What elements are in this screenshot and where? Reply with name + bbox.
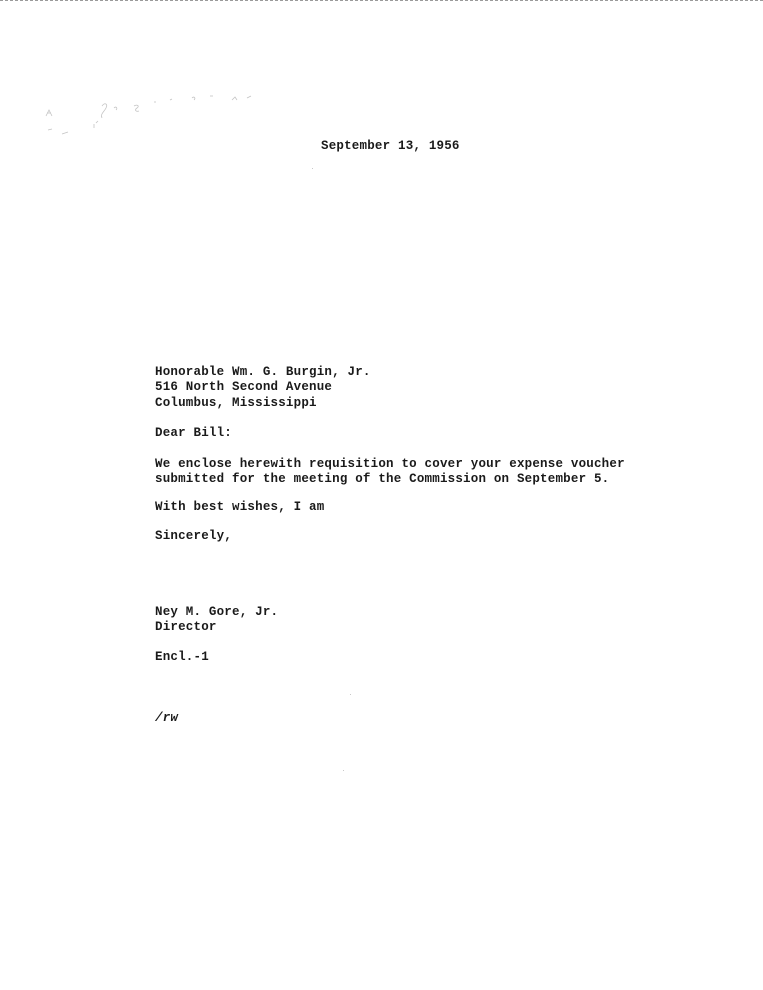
- enclosure-note: Encl.-1: [155, 650, 209, 664]
- salutation: Dear Bill:: [155, 426, 233, 440]
- paper-speck: [343, 770, 344, 771]
- faint-handwritten-mark: [42, 88, 272, 148]
- body-line-1: We enclose herewith requisition to cover your expense voucher: [155, 457, 625, 471]
- typist-initials: /rw: [155, 711, 179, 725]
- closing-phrase: With best wishes, I am: [155, 500, 325, 514]
- valediction: Sincerely,: [155, 529, 233, 543]
- recipient-name: Honorable Wm. G. Burgin, Jr.: [155, 365, 371, 379]
- paper-speck: [312, 168, 313, 169]
- page-top-border: [0, 0, 763, 3]
- body-line-2: submitted for the meeting of the Commission on September 5.: [155, 472, 610, 486]
- recipient-street: 516 North Second Avenue: [155, 380, 333, 394]
- signatory-name: Ney M. Gore, Jr.: [155, 605, 279, 619]
- signatory-title: Director: [155, 620, 217, 634]
- recipient-city: Columbus, Mississippi: [155, 396, 317, 410]
- paper-speck: [350, 694, 351, 695]
- letter-date: September 13, 1956: [321, 139, 460, 153]
